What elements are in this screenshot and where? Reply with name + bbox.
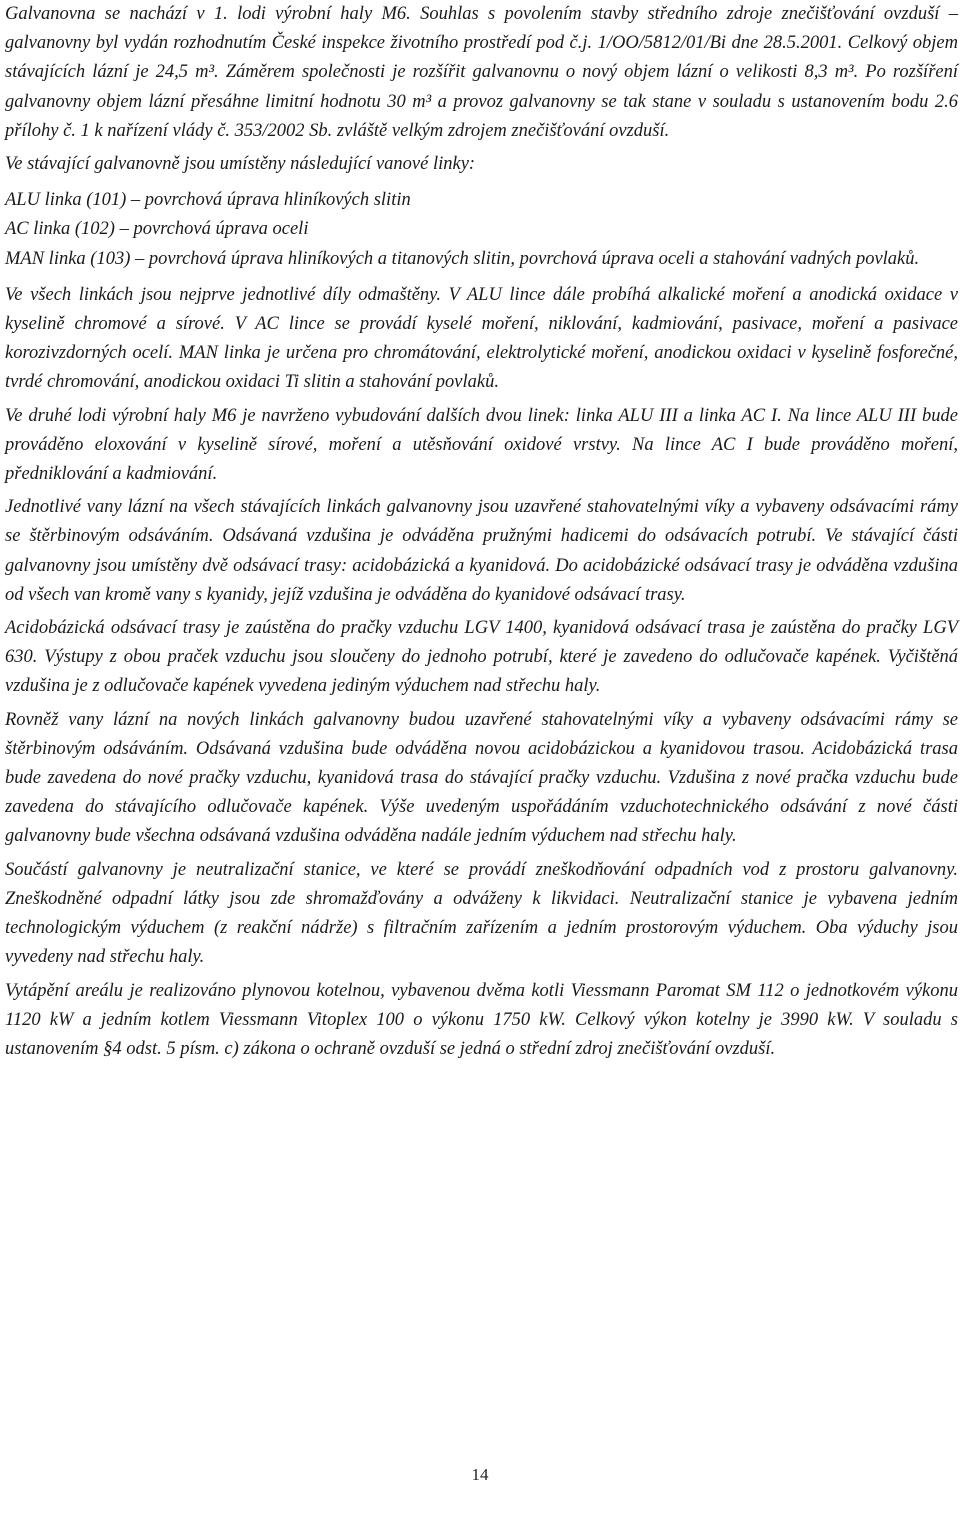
line-item-man: MAN linka (103) – povrchová úprava hliníkových a titanových slitin, povrchová úprava oceli a stahování vadných povlaků. bbox=[5, 248, 920, 269]
line-list bbox=[5, 186, 958, 274]
line-item-ac: AC linka (102) – povrchová úprava oceli bbox=[5, 219, 309, 240]
page-number: 14 bbox=[471, 1465, 489, 1484]
paragraph-scrubbers: Acidobázická odsávací trasy je zaústěna do pračky vzduchu LGV 1400, kyanidová odsávací trasa je zaústěna do pračky LGV 630. Výstupy z obou praček vzduchu jsou sloučeny do jednoho potrubí, které je zavedeno do odlučovače kapének. Vyčištěná vzdušina je z odlučovače kapének vyvedena jediným výduchem nad střechu haly. bbox=[5, 618, 958, 697]
lines-intro: Ve stávající galvanovně jsou umístěny následující vanové linky: bbox=[5, 154, 476, 175]
intro-paragraph: Galvanovna se nachází v 1. lodi výrobní haly M6. Souhlas s povolením stavby středního zdroje znečišťování ovzduší – galvanovny byl vydán rozhodnutím České inspekce životního prostředí pod č.j. 1/OO/5812/01/Bi dne 28.5.2001. Celkový objem stávajících lázní je 24,5 m³. Záměrem společnosti je rozšířit galvanovnu o nový objem lázní o velikosti 8,3 m³. Po rozšíření galvanovny objem lázní přesáhne limitní hodnotu 30 m³ a provoz galvanovny se tak stane v souladu s ustanovením bodu 2.6 přílohy č. 1 k nařízení vlády č. 353/2002 Sb. zvláště velkým zdrojem znečišťování ovzduší. bbox=[5, 4, 958, 141]
document-page bbox=[5, 0, 958, 1068]
paragraph-exhaust: Jednotlivé vany lázní na všech stávajících linkách galvanovny jsou uzavřené stahovatelnými víky a vybaveny odsávacími rámy se štěrbinovým odsáváním. Odsávaná vzdušina je odváděna pružnými hadicemi do odsávacích potrubí. Ve stávající části galvanovny jsou umístěny dvě odsávací trasy: acidobázická a kyanidová. Do acidobázické odsávací trasy je odváděna vzdušina od všech van kromě vany s kyanidy, jejíž vzdušina je odváděna do kyanidové odsávací trasy. bbox=[5, 497, 958, 605]
paragraph-new-lines: Ve druhé lodi výrobní haly M6 je navrženo vybudování dalších dvou linek: linka ALU III a linka AC I. Na lince ALU III bude prováděno eloxování v kyselině sírové, moření a utěsňování oxidové vrstvy. Na lince AC I bude prováděno moření, předniklování a kadmiování. bbox=[5, 405, 958, 485]
paragraph-heating: Vytápění areálu je realizováno plynovou kotelnou, vybavenou dvěma kotli Viessmann Paromat SM 112 o jednotkovém výkonu 1120 kW a jedním kotlem Viessmann Vitoplex 100 o výkonu 1750 kW. Celkový výkon kotelny je 3990 kW. V souladu s ustanovením §4 odst. 5 písm. c) zákona o ochraně ovzduší se jedná o střední zdroj znečišťování ovzduší. bbox=[5, 980, 958, 1059]
line-item-alu: ALU linka (101) – povrchová úprava hliníkových slitin bbox=[5, 190, 411, 211]
paragraph-degreasing: Ve všech linkách jsou nejprve jednotlivé díly odmaštěny. V ALU lince dále probíhá alkalické moření a anodická oxidace v kyselině chromové a sírové. V AC lince se provádí kyselé moření, niklování, kadmiování, pasivace, moření a pasivace korozivzdorných ocelí. MAN linka je určena pro chromátování, elektrolytické moření, anodickou oxidaci v kyselině fosforečné, tvrdé chromování, anodickou oxidaci Ti slitin a stahování povlaků. bbox=[5, 284, 958, 393]
paragraph-new-exhaust: Rovněž vany lázní na nových linkách galvanovny budou uzavřené stahovatelnými víky a vybaveny odsávacími rámy se štěrbinovým odsáváním. Odsávaná vzdušina bude odváděna novou acidobázickou a kyanidovou trasou. Acidobázická trasa bude zavedena do nové pračky vzduchu, kyanidová trasa do stávající pračky vzduchu. Vzdušina z nové pračka vzduchu bude zavedena do stávajícího odlučovače kapének. Výše uvedeným uspořádáním vzduchotechnického odsávání z nové části galvanovny bude všechna odsávaná vzdušina odváděna nadále jedním výduchem nad střechu haly. bbox=[5, 709, 958, 847]
paragraph-neutralization: Součástí galvanovny je neutralizační stanice, ve které se provádí zneškodňování odpadních vod z prostoru galvanovny. Zneškodněné odpadní látky jsou zde shromažďovány a odváženy k likvidaci. Neutralizační stanice je vybavena jedním technologickým výduchem (z reakční nádrže) s filtračním zařízením a jedním prostorovým výduchem. Oba výduchy jsou vyvedeny nad střechu haly. bbox=[5, 859, 958, 968]
